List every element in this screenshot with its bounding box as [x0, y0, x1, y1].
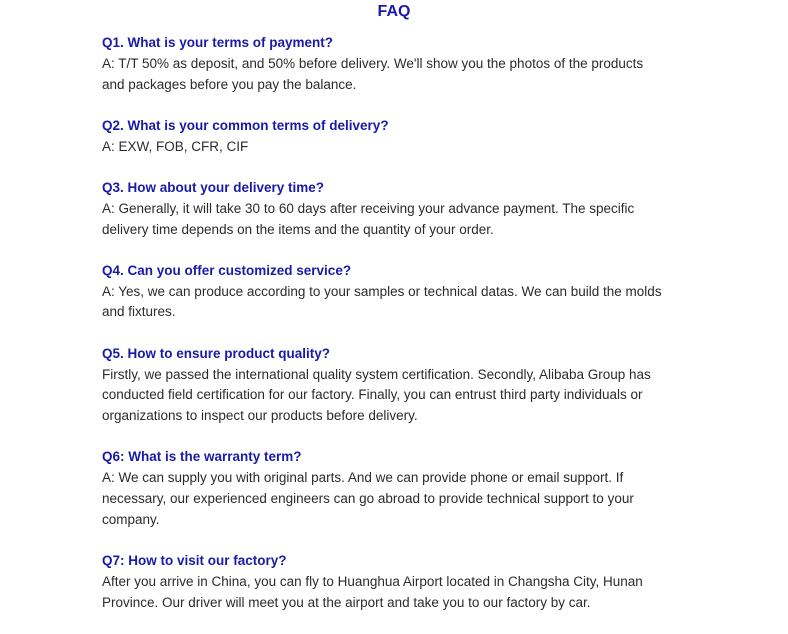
answer-line: After you arrive in China, you can fly to Huanghua Airport located in Changsha City, Hunan [102, 573, 643, 589]
faq-item-6 [102, 447, 702, 530]
faq-question: Q2. What is your common terms of delivery? [102, 117, 389, 133]
answer-line: Firstly, we passed the international quality system certification. Secondly, Alibaba Group has [102, 366, 651, 382]
answer-line: necessary, our experienced engineers can go abroad to provide technical support to your [102, 491, 634, 507]
faq-answer [102, 282, 702, 324]
answer-line: delivery time depends on the items and the quantity of your order. [102, 221, 494, 237]
faq-question: Q4. Can you offer customized service? [102, 262, 352, 278]
faq-question: Q5. How to ensure product quality? [102, 345, 331, 361]
faq-answer [102, 468, 702, 530]
faq-question: Q6: What is the warranty term? [102, 449, 302, 465]
faq-answer [102, 365, 702, 427]
faq-item-3 [102, 178, 702, 240]
answer-line: A: T/T 50% as deposit, and 50% before delivery. We'll show you the photos of the products [102, 55, 644, 71]
faq-item-7 [102, 551, 702, 613]
answer-line: and fixtures. [102, 304, 176, 320]
answer-line: A: We can supply you with original parts. And we can provide phone or email support. If [102, 470, 624, 486]
faq-answer [102, 54, 702, 96]
faq-answer [102, 137, 702, 158]
answer-line: company. [102, 511, 160, 527]
answer-line: A: Generally, it will take 30 to 60 days after receiving your advance payment. The specific [102, 200, 635, 216]
faq-item-5 [102, 344, 702, 427]
faq-answer [102, 572, 702, 614]
answer-line: A: EXW, FOB, CFR, CIF [102, 138, 249, 154]
page-title: FAQ [377, 3, 411, 20]
answer-line: A: Yes, we can produce according to your samples or technical datas. We can build the molds [102, 283, 662, 299]
answer-line: organizations to inspect our products before delivery. [102, 408, 418, 424]
faq-list [102, 33, 702, 634]
faq-item-2 [102, 116, 702, 158]
faq-answer [102, 199, 702, 241]
answer-line: Province. Our driver will meet you at the airport and take you to our factory by car. [102, 594, 591, 610]
faq-question: Q3. How about your delivery time? [102, 179, 325, 195]
faq-item-4 [102, 261, 702, 323]
faq-question: Q1. What is your terms of payment? [102, 35, 334, 50]
answer-line: conducted field certification for our factory. Finally, you can entrust third party individuals or [102, 387, 643, 403]
faq-item-1 [102, 33, 702, 95]
faq-question: Q7: How to visit our factory? [102, 553, 287, 569]
answer-line: and packages before you pay the balance. [102, 76, 357, 92]
